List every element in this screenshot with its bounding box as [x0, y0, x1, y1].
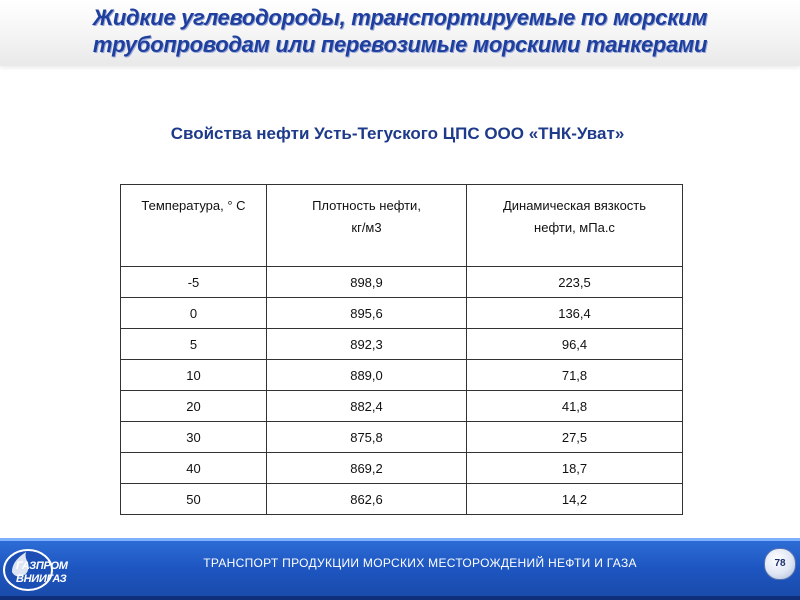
table-row [121, 484, 683, 515]
table-row [121, 453, 683, 484]
footer-bottom-edge [0, 596, 800, 600]
temperature-cell: 5 [121, 329, 267, 360]
viscosity-cell: 71,8 [467, 360, 683, 391]
slide-title [0, 4, 800, 58]
viscosity-cell: 223,5 [467, 267, 683, 298]
temperature-cell: 30 [121, 422, 267, 453]
table-caption: Свойства нефти Усть-Тегуского ЦПС ООО «ТНК-Уват» [170, 124, 625, 143]
viscosity-cell: 27,5 [467, 422, 683, 453]
viscosity-cell: 136,4 [467, 298, 683, 329]
header-density: Плотность нефти, кг/м3 [267, 185, 467, 267]
table-row [121, 267, 683, 298]
density-cell: 898,9 [267, 267, 467, 298]
temperature-cell: 50 [121, 484, 267, 515]
temperature-cell: 40 [121, 453, 267, 484]
viscosity-cell: 14,2 [467, 484, 683, 515]
table-row [121, 298, 683, 329]
header-band [0, 0, 800, 66]
temperature-cell: 20 [121, 391, 267, 422]
table-row [121, 422, 683, 453]
density-cell: 895,6 [267, 298, 467, 329]
viscosity-cell: 96,4 [467, 329, 683, 360]
density-cell: 869,2 [267, 453, 467, 484]
temperature-cell: -5 [121, 267, 267, 298]
density-cell: 892,3 [267, 329, 467, 360]
header-viscosity: Динамическая вязкость нефти, мПа.с [467, 185, 683, 267]
header-temperature: Температура, ° С [121, 185, 267, 267]
viscosity-cell: 18,7 [467, 453, 683, 484]
footer-band [0, 538, 800, 600]
density-cell: 889,0 [267, 360, 467, 391]
density-cell: 862,6 [267, 484, 467, 515]
temperature-cell: 0 [121, 298, 267, 329]
viscosity-cell: 41,8 [467, 391, 683, 422]
density-cell: 882,4 [267, 391, 467, 422]
slide-title-line-2: трубопроводам или перевозимые морскими танкерами [92, 32, 708, 57]
logo-wordmark: ГАЗПРОМ ВНИИГАЗ [16, 560, 68, 585]
density-cell: 875,8 [267, 422, 467, 453]
oil-properties-table [120, 184, 683, 515]
table-row [121, 360, 683, 391]
table-row [121, 391, 683, 422]
footer-caption: ТРАНСПОРТ ПРОДУКЦИИ МОРСКИХ МЕСТОРОЖДЕНИЙ НЕФТИ И ГАЗА [203, 556, 637, 570]
slide-title-line-1: Жидкие углеводороды, транспортируемые по морским [92, 5, 708, 30]
page-number-badge: 78 [764, 548, 796, 580]
table-header-row [121, 185, 683, 267]
footer-divider [0, 538, 800, 541]
table-row [121, 329, 683, 360]
temperature-cell: 10 [121, 360, 267, 391]
gazprom-flame-logo-icon [2, 546, 68, 592]
